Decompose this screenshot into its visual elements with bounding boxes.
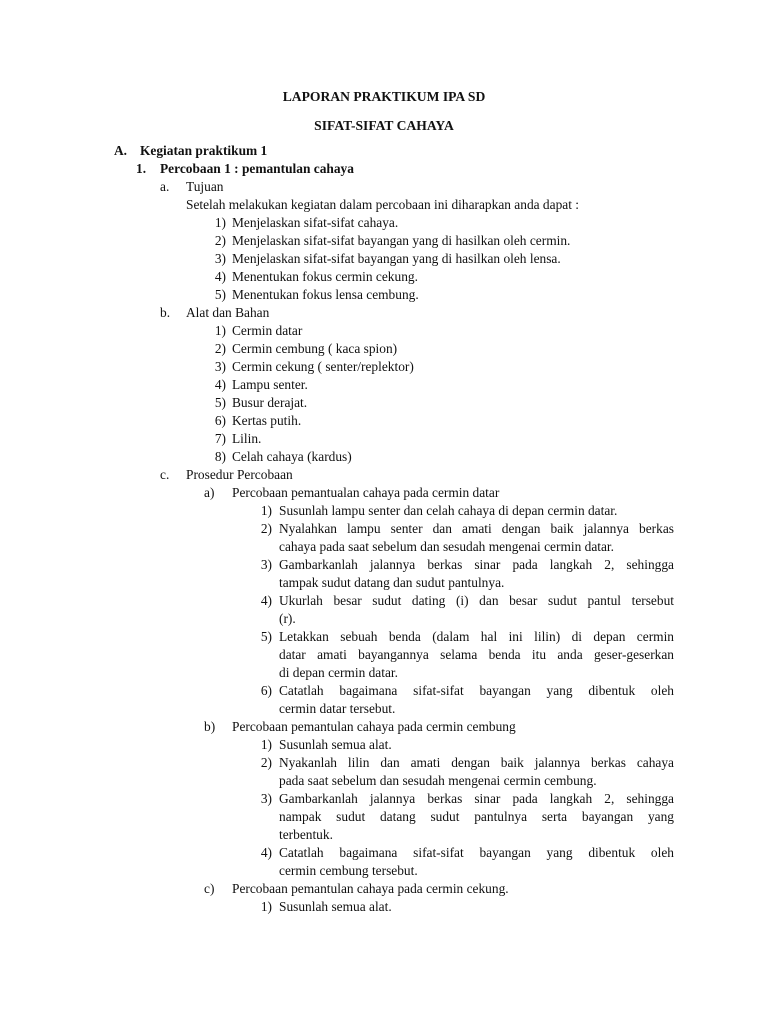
experiment-1-marker: 1. [136,161,147,176]
objective-item-text: Menjelaskan sifat-sifat bayangan yang di hasilkan oleh lensa. [232,251,561,266]
procedure-step-marker: 3) [260,557,272,572]
procedure-step-continuation [0,700,768,718]
procedure-step [0,844,768,862]
procedure-step-continuation [0,826,768,844]
procedure-step-text: terbentuk. [279,827,333,842]
procedure-step-continuation [0,664,768,682]
objective-item-marker: 3) [214,251,226,266]
procedure-step-text: Susunlah lampu senter dan celah cahaya di depan cermin datar. [279,503,618,518]
procedure-step-text: Letakkan sebuah benda (dalam hal ini lilin) di depan cermin [279,629,674,644]
material-item-text: Lampu senter. [232,377,308,392]
procedure-step-marker: 1) [260,503,272,518]
procedure-step-text: cahaya pada saat sebelum dan sesudah mengenai cermin datar. [279,539,614,554]
procedure-step-marker: 4) [260,845,272,860]
subsection-a-intro: Setelah melakukan kegiatan dalam percobaan ini diharapkan anda dapat : [186,197,579,212]
material-item-marker: 3) [214,359,226,374]
procedure-step-text: Susunlah semua alat. [279,737,392,752]
material-item-text: Cermin cekung ( senter/replektor) [232,359,414,374]
procedure-step [0,592,768,610]
procedure-a-heading: a) Percobaan pemantualan cahaya pada cermin datar [204,485,500,500]
procedure-a-steps [0,502,768,718]
procedure-step-continuation [0,610,768,628]
material-item [0,358,768,376]
objective-item [0,250,768,268]
subsection-a-marker: a. [160,179,170,194]
procedure-step-continuation [0,538,768,556]
procedure-step-text: Nyakanlah lilin dan amati dengan baik jalannya berkas cahaya [279,755,674,770]
procedure-step [0,502,768,520]
material-item-marker: 2) [214,341,226,356]
procedure-step-continuation [0,646,768,664]
page-title: LAPORAN PRAKTIKUM IPA SD [282,89,486,104]
objectives-list [0,214,768,304]
section-a-marker: A. [114,143,128,158]
material-item-text: Celah cahaya (kardus) [232,449,352,464]
materials-list [0,322,768,466]
procedure-step-marker: 6) [260,683,272,698]
procedure-step [0,754,768,772]
procedure-step-continuation [0,862,768,880]
procedure-step-text: Catatlah bagaimana sifat-sifat bayangan yang dibentuk oleh [279,683,674,698]
material-item [0,430,768,448]
procedure-step [0,898,768,916]
page-subtitle: SIFAT-SIFAT CAHAYA [314,118,454,133]
material-item-text: Cermin datar [232,323,303,338]
material-item [0,376,768,394]
procedure-step-marker: 1) [260,737,272,752]
experiment-1-heading [0,160,768,178]
objective-item-text: Menjelaskan sifat-sifat bayangan yang di hasilkan oleh cermin. [232,233,571,248]
material-item-text: Cermin cembung ( kaca spion) [232,341,398,356]
procedure-step [0,790,768,808]
material-item [0,394,768,412]
material-item-marker: 4) [214,377,226,392]
subsection-c-heading [0,466,768,484]
material-item-marker: 1) [214,323,226,338]
procedure-step-marker: 4) [260,593,272,608]
procedure-step-text: Nyalahkan lampu senter dan amati dengan baik jalannya berkas [279,521,674,536]
objective-item-marker: 5) [214,287,226,302]
subsection-a-heading [0,178,768,196]
material-item [0,448,768,466]
procedure-step-text: datar amati bayangannya selama benda itu anda geser-geserkan [279,647,674,662]
procedure-b-heading: b) Percobaan pemantulan cahaya pada cermin cembung [204,719,516,734]
procedure-step [0,628,768,646]
procedure-step-text: (r). [279,611,296,626]
procedure-step [0,736,768,754]
experiment-1-label: Percobaan 1 : pemantulan cahaya [160,161,354,176]
procedure-step-marker: 5) [260,629,272,644]
objective-item-marker: 1) [214,215,226,230]
procedure-step-continuation [0,808,768,826]
procedure-step-marker: 1) [260,899,272,914]
procedure-step-marker: 2) [260,755,272,770]
objective-item [0,268,768,286]
procedure-step-text: di depan cermin datar. [279,665,398,680]
objective-item-marker: 4) [214,269,226,284]
procedure-c-heading: c) Percobaan pemantulan cahaya pada cermin cekung. [204,881,509,896]
objective-item-marker: 2) [214,233,226,248]
subsection-b-heading [0,304,768,322]
procedure-step-text: Susunlah semua alat. [279,899,392,914]
procedure-step-text: pada saat sebelum dan sesudah mengenai cermin cembung. [279,773,597,788]
procedure-step [0,682,768,700]
procedure-step-continuation [0,772,768,790]
objective-item [0,232,768,250]
material-item-marker: 5) [214,395,226,410]
procedure-step [0,520,768,538]
procedure-step-text: nampak sudut datang sudut pantulnya serta bayangan yang [279,809,674,824]
objective-item-text: Menentukan fokus cermin cekung. [232,269,418,284]
objective-item-text: Menjelaskan sifat-sifat cahaya. [232,215,399,230]
procedure-c-steps [0,898,768,916]
procedure-step-continuation [0,574,768,592]
subsection-c-marker: c. [160,467,170,482]
subsection-a-label: Tujuan [186,179,224,194]
procedure-step [0,556,768,574]
material-item-text: Lilin. [232,431,262,446]
material-item-marker: 8) [214,449,226,464]
section-a-label: Kegiatan praktikum 1 [140,143,268,158]
objective-item [0,286,768,304]
procedure-step-text: Catatlah bagaimana sifat-sifat bayangan yang dibentuk oleh [279,845,674,860]
procedure-step-text: Ukurlah besar sudut dating (i) dan besar sudut pantul tersebut [279,593,674,608]
procedure-step-text: cermin cembung tersebut. [279,863,418,878]
material-item-text: Kertas putih. [232,413,302,428]
subsection-c-label: Prosedur Percobaan [186,467,293,482]
procedure-step-text: Gambarkanlah jalannya berkas sinar pada langkah 2, sehingga [279,791,674,806]
procedure-step-marker: 3) [260,791,272,806]
material-item-marker: 7) [214,431,226,446]
material-item [0,322,768,340]
procedure-step-text: tampak sudut datang dan sudut pantulnya. [279,575,505,590]
subsection-b-label: Alat dan Bahan [186,305,270,320]
material-item [0,412,768,430]
procedure-step-marker: 2) [260,521,272,536]
material-item-text: Busur derajat. [232,395,308,410]
section-a-heading [0,142,768,160]
material-item [0,340,768,358]
objective-item [0,214,768,232]
procedure-step-text: cermin datar tersebut. [279,701,396,716]
procedure-b-steps [0,736,768,880]
material-item-marker: 6) [214,413,226,428]
objective-item-text: Menentukan fokus lensa cembung. [232,287,419,302]
procedure-step-text: Gambarkanlah jalannya berkas sinar pada langkah 2, sehingga [279,557,674,572]
document-body [0,142,768,916]
subsection-b-marker: b. [160,305,171,320]
